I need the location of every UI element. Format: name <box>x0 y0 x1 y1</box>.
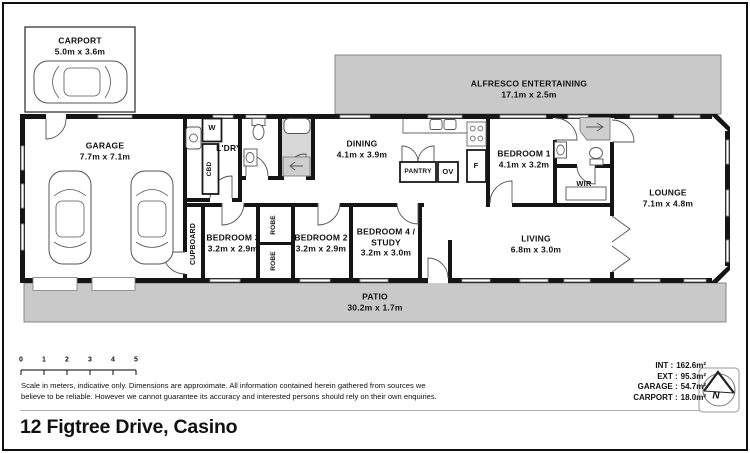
scale-tick: 2 <box>65 356 69 364</box>
washer-label: W <box>208 122 216 132</box>
laundry-fixtures <box>186 119 222 195</box>
room-name: PATIO <box>362 291 388 302</box>
room-name: DINING <box>346 138 378 149</box>
compass-north-label: N <box>712 390 720 402</box>
room-dims: 3.2m x 3.0m <box>360 247 412 258</box>
room-dims: 3.2m x 2.9m <box>207 243 259 253</box>
page-title: 12 Figtree Drive, Casino <box>20 416 238 438</box>
scale-bar-graphic <box>21 370 136 375</box>
patio-label <box>347 292 402 313</box>
bedroom1-label <box>497 149 550 170</box>
fridge-label: F <box>473 160 479 170</box>
area-row <box>633 372 706 383</box>
alfresco-label <box>471 79 587 100</box>
area-value: 18.0m² <box>680 392 706 402</box>
room-dims: 6.8m x 3.0m <box>510 244 562 254</box>
scale-tick: 3 <box>88 356 92 364</box>
pantry-label: PANTRY <box>404 167 432 175</box>
room-dims: 3.2m x 2.9m <box>295 243 347 253</box>
area-value: 162.6m² <box>676 361 706 370</box>
scale-tick: 4 <box>111 356 115 364</box>
room-dims: 17.1m x 2.5m <box>501 89 557 99</box>
room-name: BEDROOM 3 <box>206 232 260 243</box>
car-icon <box>49 171 91 264</box>
living-label <box>511 234 561 255</box>
room-name: LOUNGE <box>649 187 687 198</box>
area-label: INT : <box>655 361 674 370</box>
scale-tick: 5 <box>134 356 138 364</box>
scale-tick: 0 <box>19 356 23 364</box>
area-row <box>633 361 706 372</box>
lounge-label <box>643 188 693 209</box>
wir-label: WIR <box>576 178 592 188</box>
dining-label <box>337 139 387 160</box>
room-name: GARAGE <box>85 140 125 151</box>
bedroom4-label <box>357 226 415 258</box>
room-dims: 5.0m x 3.6m <box>54 46 106 56</box>
room-dims: 4.1m x 3.2m <box>498 159 550 169</box>
area-summary <box>633 361 706 403</box>
cupboard-label: CUPBOARD <box>189 222 197 266</box>
room-name: BEDROOM 1 <box>497 148 551 159</box>
room-name: LIVING <box>521 233 551 244</box>
scale-tick: 1 <box>42 356 46 364</box>
carport-label <box>55 36 105 57</box>
room-dims: 4.1m x 3.9m <box>336 149 388 159</box>
area-label: GARAGE : <box>637 382 678 391</box>
room-name: STUDY <box>371 236 401 247</box>
room-name: BEDROOM 4 / <box>356 226 416 237</box>
area-value: 54.7m² <box>680 382 706 391</box>
room-name: BEDROOM 2 <box>294 232 348 243</box>
car-icon <box>131 171 173 264</box>
laundry-label: L'DRY <box>216 142 242 153</box>
area-label: EXT : <box>657 371 678 381</box>
oven-label: OV <box>442 166 454 176</box>
room-dims: 30.2m x 1.7m <box>347 302 403 312</box>
room-dims: 7.7m x 7.1m <box>79 151 131 161</box>
disclaimer-line1: Scale in meters, indicative only. Dimensions are approximate. All information contained herein gathered from sources we <box>21 381 426 390</box>
robe-label: ROBE <box>269 251 277 271</box>
area-label: CARPORT : <box>633 392 678 402</box>
room-dims: 7.1m x 4.8m <box>642 198 694 208</box>
area-row <box>633 382 706 393</box>
garage-label <box>80 141 130 162</box>
bedroom3-label <box>206 233 259 254</box>
area-value: 95.3m² <box>680 371 706 381</box>
room-name: CARPORT <box>58 35 102 46</box>
cbd-label: CBD <box>205 161 213 177</box>
car-icon <box>34 61 127 103</box>
area-row <box>633 393 706 404</box>
disclaimer-line2: believe to be reliable. However we cannot guarantee its accuracy and interested persons should rely on their own enquiries. <box>21 392 437 401</box>
room-name: ALFRESCO ENTERTAINING <box>470 78 588 89</box>
bedroom2-label <box>294 233 347 254</box>
robe-label: ROBE <box>269 215 277 235</box>
